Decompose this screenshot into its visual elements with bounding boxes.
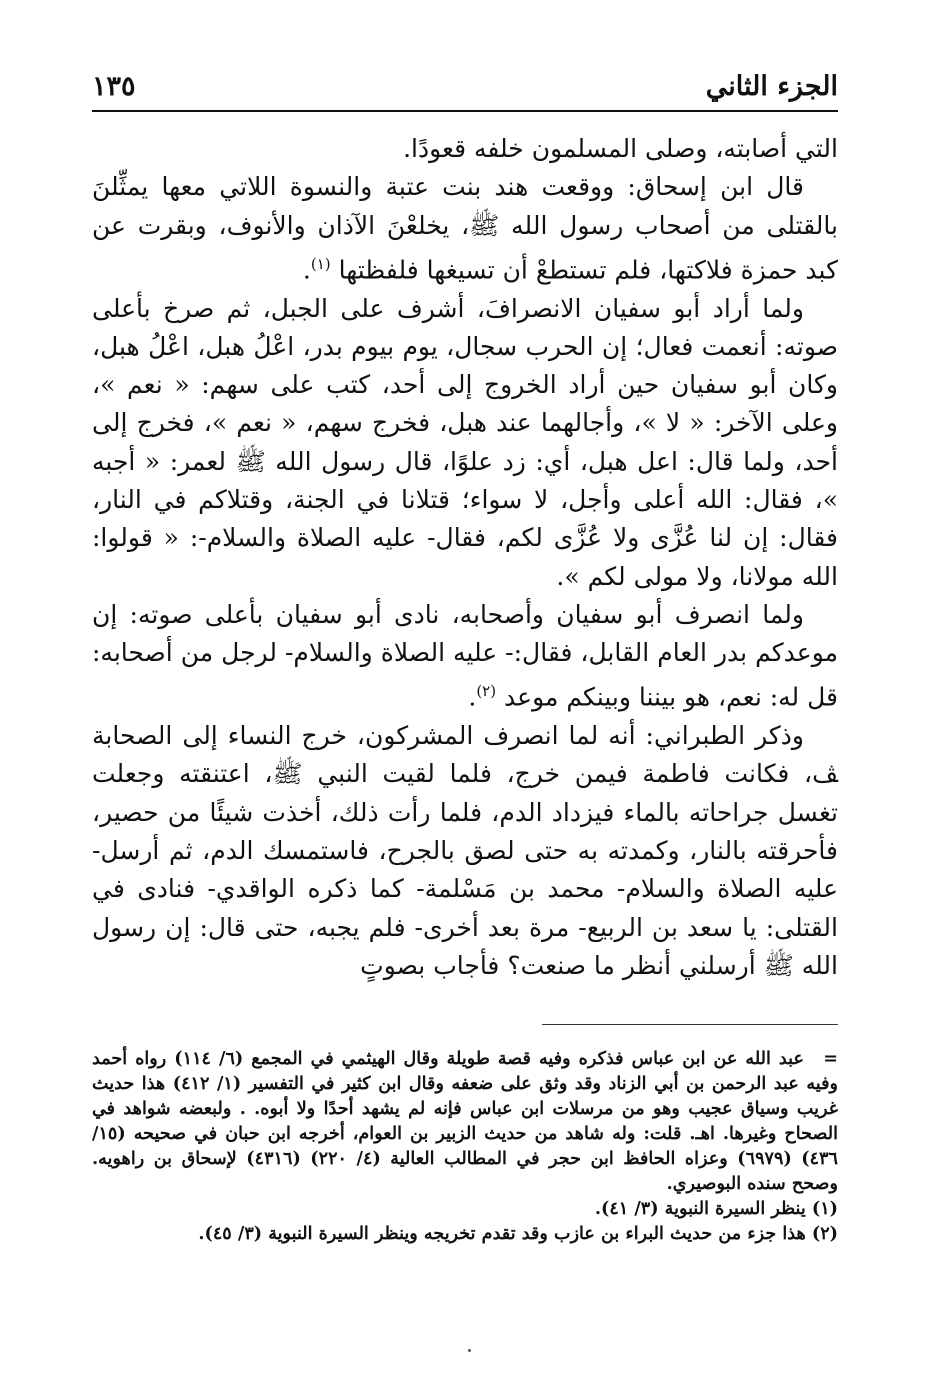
page-speck xyxy=(468,1349,471,1352)
main-text xyxy=(92,130,838,985)
paragraph-tail: . xyxy=(302,255,311,285)
paragraph-text: قال ابن إسحاق: ووقعت هند بنت عتبة والنسوة اللاتي معها يمثِّلنَ بالقتلى من أصحاب رسول الله ﷺ، يخلعْنَ الآذان والأنوف، وبقرت عن كبد حمزة فلاكتها، فلم تستطعْ أن تسيغها فلفظتها xyxy=(92,172,838,285)
paragraph xyxy=(92,168,838,289)
footnote-text: ينظر السيرة النبوية (٣/ ٤١). xyxy=(594,1198,806,1219)
paragraph-tail: . xyxy=(468,682,477,712)
footnote-text: هذا جزء من حديث البراء بن عازب وقد تقدم تخريجه وينظر السيرة النبوية (٣/ ٤٥). xyxy=(198,1223,806,1244)
footnote xyxy=(92,1046,838,1196)
paragraph-text: التي أصابته، وصلى المسلمون خلفه قعودًا. xyxy=(403,134,838,163)
running-header xyxy=(92,60,838,102)
footnote-ref: (١) xyxy=(310,254,331,273)
paragraph-text: ولما أراد أبو سفيان الانصرافَ، أشرف على الجبل، ثم صرخ بأعلى صوته: أنعمت فعال؛ إن الحرب سجال، يوم بيوم بدر، اعْلُ هبل، اعْلُ هبل، وكان أبو سفيان حين أراد الخروج إلى أحد، كتب على سهم: « نعم »، وعلى الآخر: « لا »، وأجالهما عند هبل، فخرج سهم، « نعم »، فخرج إلى أحد، ولما قال: اعل هبل، أي: زد علوًا، قال رسول الله ﷺ لعمر: « أجبه »، فقال: الله أعلى وأجل، لا سواء؛ قتلانا في الجنة، وقتلاكم في النار، فقال: إن لنا عُزَّى ولا عُزَّى لكم، فقال- عليه الصلاة والسلام-: « قولوا: الله مولانا، ولا مولى لكم ». xyxy=(92,293,838,591)
footnotes xyxy=(92,1046,838,1246)
footnote-separator xyxy=(542,1024,838,1025)
paragraph xyxy=(92,717,838,985)
paragraph xyxy=(92,596,838,717)
footnote xyxy=(92,1196,838,1221)
footnote-mark: = xyxy=(823,1048,838,1069)
footnote-text: عبد الله عن ابن عباس فذكره وفيه قصة طويلة وقال الهيثمي في المجمع (٦/ ١١٤) رواه أحمد وفيه عبد الرحمن بن أبي الزناد وقد وثق على ضعفه وقال ابن كثير في التفسير (١/ ٤١٢) هذا حديث غريب وسياق عجيب وهو من مرسلات ابن عباس فإنه لم يشهد أحدًا ولا أبوه. . ولبعضه شواهد في الصحاح وغيرها. اهـ. قلت: وله شاهد من حديث الزبير بن العوام، أخرجه ابن حبان في صحيحه (١٥/ ٤٣٦) (٦٩٧٩) وعزاه الحافظ ابن حجر في المطالب العالية (٤/ ٢٢٠) (٤٣١٦) لإسحاق بن راهويه. وصحح سنده البوصيري. xyxy=(92,1048,838,1194)
footnote-ref: (٢) xyxy=(476,682,497,701)
header-rule xyxy=(92,110,838,112)
paragraph xyxy=(92,130,838,168)
footnote xyxy=(92,1221,838,1246)
footnote-mark: (١) xyxy=(811,1198,838,1219)
paragraph-text: وذكر الطبراني: أنه لما انصرف المشركون، خرج النساء إلى الصحابة ﭫ، فكانت فاطمة فيمن خرج، فلما لقيت النبي ﷺ، اعتنقته وجعلت تغسل جراحاته بالماء فيزداد الدم، فلما رأت ذلك، أخذت شيئًا من حصير، فأحرقته بالنار، وكمدته به حتى لصق بالجرح، فاستمسك الدم، ثم أرسل- عليه الصلاة والسلام- محمد بن مَسْلمة- كما ذكره الواقدي- فنادى في القتلى: يا سعد بن الربيع- مرة بعد أخرى- فلم يجبه، حتى قال: إن رسول الله ﷺ أرسلني أنظر ما صنعت؟ فأجاب بصوتٍ xyxy=(92,721,838,980)
footnote-mark: (٢) xyxy=(811,1223,838,1244)
paragraph xyxy=(92,290,838,596)
page-number: ١٣٥ xyxy=(92,71,136,102)
paragraph-text: ولما انصرف أبو سفيان وأصحابه، نادى أبو سفيان بأعلى صوته: إن موعدكم بدر العام القابل، فقال:- عليه الصلاة والسلام- لرجل من أصحابه: قل له: نعم، هو بيننا وبينكم موعد xyxy=(92,599,838,712)
part-title: الجزء الثاني xyxy=(705,71,838,102)
